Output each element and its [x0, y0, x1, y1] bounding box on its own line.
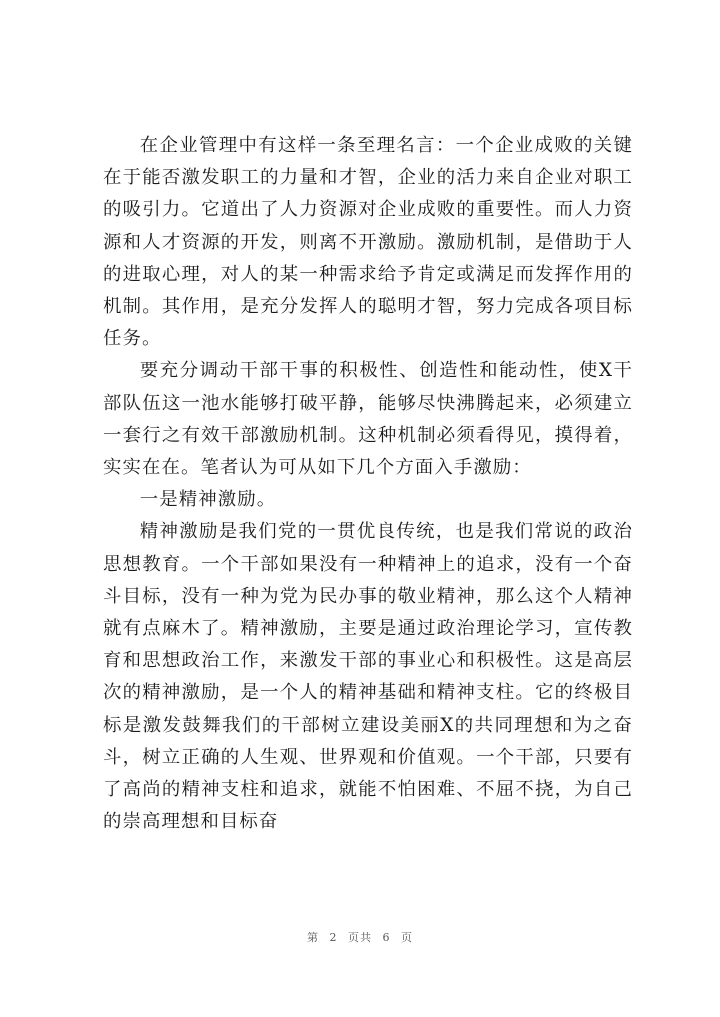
footer-current-page: 2: [329, 931, 338, 944]
footer-total-pages: 6: [382, 931, 391, 944]
document-body: [103, 130, 633, 838]
footer-prefix: 第: [307, 931, 319, 944]
paragraph-2: 要充分调动干部干事的积极性、创造性和能动性，使X干部队伍这一池水能够打破平静，能够尽快沸腾起来，必须建立一套行之有效干部激励机制。这种机制必须看得见，摸得着，实实在在。笔者认为可从如下几个方面入手激励：: [103, 360, 633, 479]
page-number-footer: [0, 929, 720, 945]
footer-middle: 页共: [348, 931, 372, 944]
section-heading-spiritual-incentive: 一是精神激励。: [139, 489, 277, 511]
paragraph-4: 精神激励是我们党的一贯优良传统，也是我们常说的政治思想教育。一个干部如果没有一种精神上的追求，没有一个奋斗目标，没有一种为党为民办事的敬业精神，那么这个人精神就有点麻木了。精神激励，主要是通过政治理论学习，宣传教育和思想政治工作，来激发干部的事业心和积极性。这是高层次的精神激励，是一个人的精神基础和精神支柱。它的终极目标是激发鼓舞我们的干部树立建设美丽X的共同理想和为之奋斗，树立正确的人生观、世界观和价值观。一个干部，只要有了高尚的精神支柱和追求，就能不怕困难、不屈不挠，为自己的崇高理想和目标奋: [103, 521, 633, 833]
footer-suffix: 页: [401, 931, 413, 944]
paragraph-1: 在企业管理中有这样一条至理名言：一个企业成败的关键在于能否激发职工的力量和才智，企业的活力来自企业对职工的吸引力。它道出了人力资源对企业成败的重要性。而人力资源和人才资源的开发，则离不开激励。激励机制，是借助于人的进取心理，对人的某一种需求给予肯定或满足而发挥作用的机制。其作用，是充分发挥人的聪明才智，努力完成各项目标任务。: [103, 135, 633, 350]
